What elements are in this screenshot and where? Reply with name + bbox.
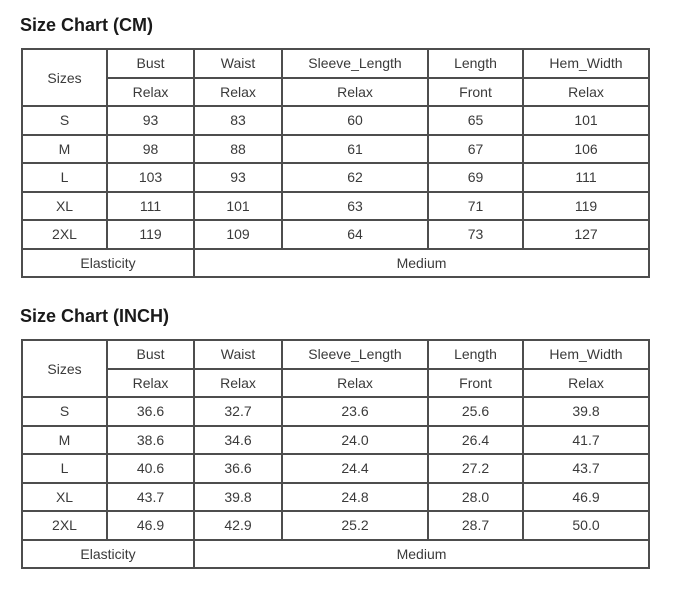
column-subheader: Relax bbox=[107, 369, 194, 398]
table-cell: 103 bbox=[107, 163, 194, 192]
table-cell: 62 bbox=[282, 163, 428, 192]
size-chart-cm-table bbox=[21, 48, 650, 278]
table-cell: 119 bbox=[107, 220, 194, 249]
elasticity-row bbox=[22, 540, 649, 569]
size-label: L bbox=[22, 454, 107, 483]
size-label: 2XL bbox=[22, 511, 107, 540]
table-cell: 28.7 bbox=[428, 511, 523, 540]
table-cell: 46.9 bbox=[107, 511, 194, 540]
table-cell: 64 bbox=[282, 220, 428, 249]
table-cell: 38.6 bbox=[107, 426, 194, 455]
table-cell: 109 bbox=[194, 220, 282, 249]
column-subheader: Relax bbox=[194, 78, 282, 107]
size-label: XL bbox=[22, 483, 107, 512]
table-cell: 60 bbox=[282, 106, 428, 135]
elasticity-label: Elasticity bbox=[22, 540, 194, 569]
table-row bbox=[22, 454, 649, 483]
table-cell: 32.7 bbox=[194, 397, 282, 426]
table-cell: 101 bbox=[523, 106, 649, 135]
column-subheader: Relax bbox=[282, 369, 428, 398]
size-label: 2XL bbox=[22, 220, 107, 249]
size-label: XL bbox=[22, 192, 107, 221]
column-subheader: Relax bbox=[523, 369, 649, 398]
column-subheader: Front bbox=[428, 369, 523, 398]
table-cell: 40.6 bbox=[107, 454, 194, 483]
subheader-row bbox=[22, 78, 649, 107]
table-cell: 24.8 bbox=[282, 483, 428, 512]
table-cell: 42.9 bbox=[194, 511, 282, 540]
table-row bbox=[22, 135, 649, 164]
elasticity-label: Elasticity bbox=[22, 249, 194, 278]
table-row bbox=[22, 220, 649, 249]
size-chart-cm-title: Size Chart (CM) bbox=[20, 15, 154, 35]
elasticity-row bbox=[22, 249, 649, 278]
column-header-waist: Waist bbox=[194, 49, 282, 78]
table-cell: 25.6 bbox=[428, 397, 523, 426]
column-subheader: Relax bbox=[282, 78, 428, 107]
sizes-header: Sizes bbox=[22, 49, 107, 106]
elasticity-value: Medium bbox=[194, 249, 649, 278]
table-cell: 36.6 bbox=[107, 397, 194, 426]
size-label: M bbox=[22, 426, 107, 455]
table-cell: 43.7 bbox=[107, 483, 194, 512]
table-cell: 119 bbox=[523, 192, 649, 221]
table-cell: 71 bbox=[428, 192, 523, 221]
table-cell: 111 bbox=[107, 192, 194, 221]
table-row bbox=[22, 106, 649, 135]
table-cell: 67 bbox=[428, 135, 523, 164]
table-cell: 88 bbox=[194, 135, 282, 164]
size-label: L bbox=[22, 163, 107, 192]
column-subheader: Relax bbox=[194, 369, 282, 398]
table-row bbox=[22, 426, 649, 455]
column-header-hem-width: Hem_Width bbox=[523, 49, 649, 78]
table-cell: 26.4 bbox=[428, 426, 523, 455]
column-header-sleeve-length: Sleeve_Length bbox=[282, 49, 428, 78]
table-cell: 25.2 bbox=[282, 511, 428, 540]
table-cell: 36.6 bbox=[194, 454, 282, 483]
size-label: M bbox=[22, 135, 107, 164]
table-cell: 24.0 bbox=[282, 426, 428, 455]
table-cell: 73 bbox=[428, 220, 523, 249]
column-header-sleeve-length: Sleeve_Length bbox=[282, 340, 428, 369]
size-label: S bbox=[22, 397, 107, 426]
table-cell: 101 bbox=[194, 192, 282, 221]
table-cell: 98 bbox=[107, 135, 194, 164]
table-row bbox=[22, 163, 649, 192]
table-cell: 39.8 bbox=[194, 483, 282, 512]
table-cell: 61 bbox=[282, 135, 428, 164]
table-cell: 93 bbox=[194, 163, 282, 192]
table-cell: 28.0 bbox=[428, 483, 523, 512]
table-cell: 63 bbox=[282, 192, 428, 221]
table-cell: 46.9 bbox=[523, 483, 649, 512]
table-cell: 111 bbox=[523, 163, 649, 192]
table-cell: 127 bbox=[523, 220, 649, 249]
header-row bbox=[22, 49, 649, 78]
table-cell: 65 bbox=[428, 106, 523, 135]
table-cell: 83 bbox=[194, 106, 282, 135]
table-cell: 39.8 bbox=[523, 397, 649, 426]
column-header-waist: Waist bbox=[194, 340, 282, 369]
size-chart-inch-title: Size Chart (INCH) bbox=[20, 306, 170, 326]
elasticity-value: Medium bbox=[194, 540, 649, 569]
column-header-length: Length bbox=[428, 340, 523, 369]
table-cell: 27.2 bbox=[428, 454, 523, 483]
table-cell: 106 bbox=[523, 135, 649, 164]
table-row bbox=[22, 483, 649, 512]
column-header-bust: Bust bbox=[107, 49, 194, 78]
header-row bbox=[22, 340, 649, 369]
column-subheader: Relax bbox=[107, 78, 194, 107]
table-row bbox=[22, 397, 649, 426]
subheader-row bbox=[22, 369, 649, 398]
size-label: S bbox=[22, 106, 107, 135]
column-header-hem-width: Hem_Width bbox=[523, 340, 649, 369]
table-row bbox=[22, 511, 649, 540]
column-subheader: Relax bbox=[523, 78, 649, 107]
column-subheader: Front bbox=[428, 78, 523, 107]
sizes-header: Sizes bbox=[22, 340, 107, 397]
size-chart-inch-table bbox=[21, 339, 650, 569]
table-cell: 69 bbox=[428, 163, 523, 192]
table-cell: 41.7 bbox=[523, 426, 649, 455]
table-cell: 50.0 bbox=[523, 511, 649, 540]
table-cell: 93 bbox=[107, 106, 194, 135]
table-row bbox=[22, 192, 649, 221]
table-cell: 24.4 bbox=[282, 454, 428, 483]
table-cell: 23.6 bbox=[282, 397, 428, 426]
column-header-length: Length bbox=[428, 49, 523, 78]
table-cell: 34.6 bbox=[194, 426, 282, 455]
table-cell: 43.7 bbox=[523, 454, 649, 483]
column-header-bust: Bust bbox=[107, 340, 194, 369]
